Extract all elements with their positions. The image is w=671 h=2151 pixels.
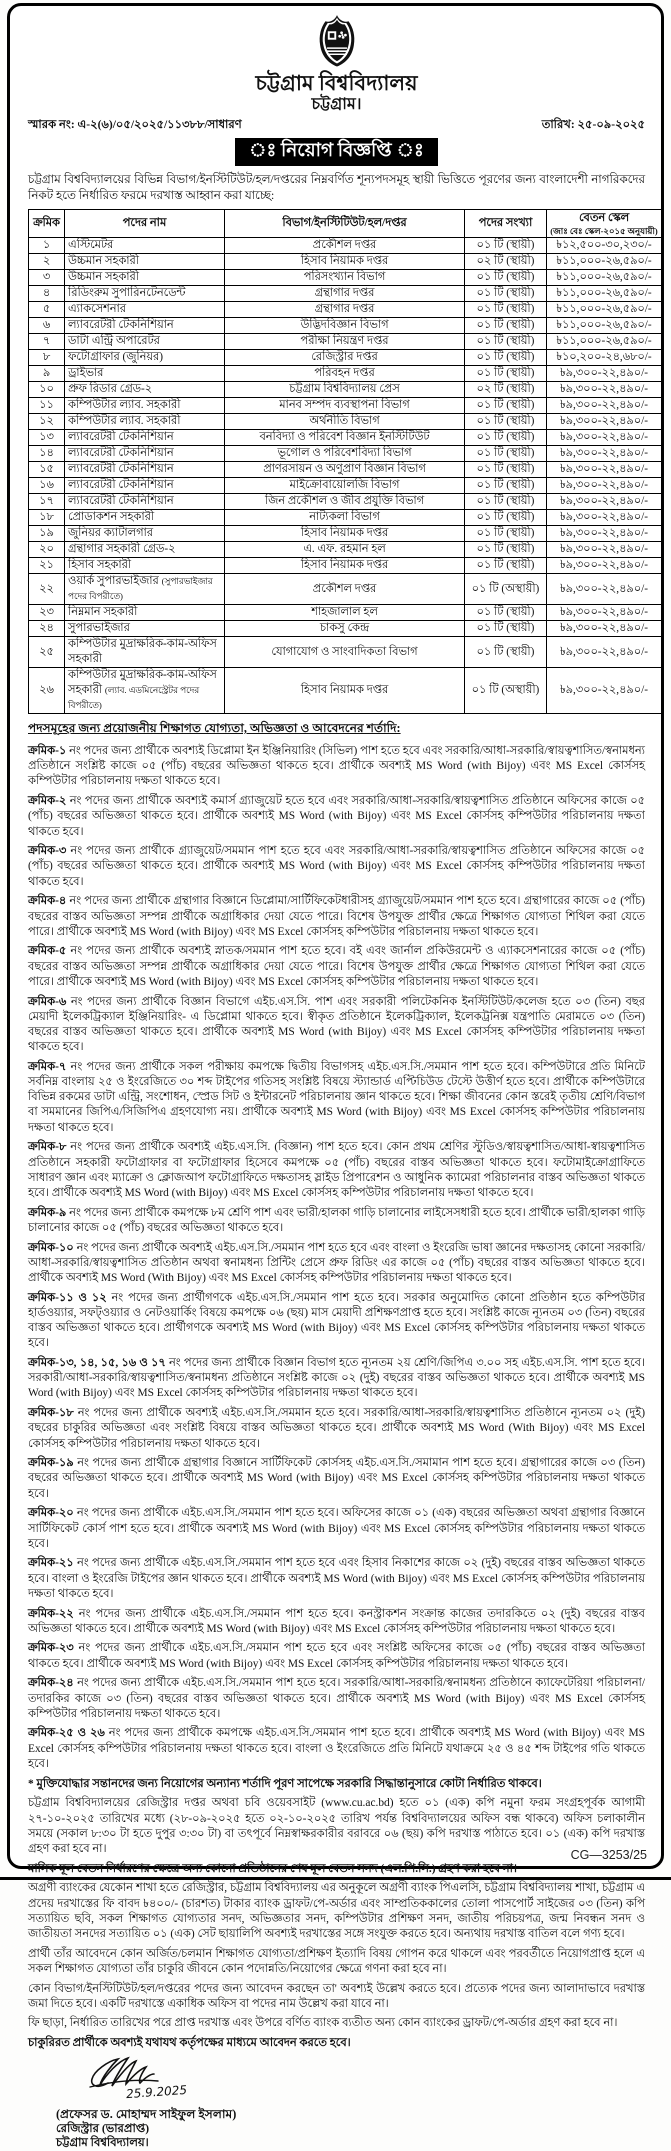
signature-block <box>56 2059 645 2151</box>
requirement-item <box>28 1060 645 1136</box>
university-logo <box>314 14 360 70</box>
position-name-cell <box>65 366 225 382</box>
table-row <box>29 270 662 286</box>
requirement-item <box>28 1676 645 1722</box>
row-serial: ১৮ <box>29 510 65 526</box>
pay-scale: ৳৯,৩০০-২২,৪৯০/- <box>547 558 662 574</box>
pay-scale: ৳৯,৩০০-২২,৪৯০/- <box>547 510 662 526</box>
position-name-cell <box>65 494 225 510</box>
requirements-list <box>28 744 645 1772</box>
positions-table <box>28 209 662 714</box>
requirement-text: নং পদের জন্য প্রার্থীকে কমপক্ষে ৮ম শ্রেণি পাশ এবং ভারী/হালকা গাড়ি চালানোর লাইসেসধারী হতে হবে। প্রার্থীকে ভারী/হালকা গাড়ি চালানোর কাজে ০৫ (পাঁচ) বছরের অভিজ্ঞতা থাকতে হবে। <box>28 1206 645 1234</box>
position-name: সুপারভাইজার <box>68 622 130 634</box>
position-name: ল্যাবরেটরী টেকনিশিয়ান <box>68 319 174 331</box>
position-name-cell <box>65 430 225 446</box>
position-name-cell <box>65 334 225 350</box>
department: জিন প্রকৌশল ও জীব প্রযুক্তি বিভাগ <box>225 494 465 510</box>
requirement-item <box>28 844 645 890</box>
row-serial: ৮ <box>29 350 65 366</box>
requirement-lead: ক্রমিক-৪ <box>28 895 67 908</box>
position-name-cell <box>65 526 225 542</box>
pay-scale: ৳৯,৩০০-২২,৪৯০/- <box>547 526 662 542</box>
requirement-lead: ক্রমিক-১ <box>28 745 67 757</box>
note-text: প্রার্থী তাঁর আবেদনে কোন অর্জিত/চলমান শিক্ষাগত যোগ্যতা/প্রশিক্ষণ ইত্যাদি বিষয় গোপন করে থাকলে এবং পরবর্তীতে নিয়োগপ্রাপ্ত হলে এ সকল শিক্ষাগত যোগ্যতা তাঁর চাকুরি জীবনে কোন পদোন্নতি/নিয়োগের ক্ষেত্রে গণনা করা হবে না। <box>28 1947 645 1975</box>
position-name-cell <box>65 478 225 494</box>
department: এ. এফ. রহমান হল <box>225 542 465 558</box>
requirement-text: নং পদের জন্য প্রার্থীকে কমপক্ষে এইচ.এস.সি./সমমান পাশ হতে হবে। প্রার্থীকে অবশ্যই MS Word (with Bijoy) এবং MS Excel কোর্সসহ কম্পিউটার পরিচালনায় দক্ষতা থাকতে হবে। বাংলা ও ইংরেজিতে প্রতি মিনিটে যথাক্রমে ২৫ ও ৪৫ শব্দ টাইপের গতি থাকতে হবে। <box>28 1727 646 1770</box>
requirement-lead: ক্রমিক-৭ <box>28 1060 67 1073</box>
position-name: উচ্চমান সহকারী <box>68 271 140 283</box>
row-serial: ১৩ <box>29 430 65 446</box>
position-name: এ্যাকসেশনার <box>68 303 126 315</box>
row-serial: ৩ <box>29 270 65 286</box>
requirement-text: নং পদের জন্য প্রার্থীকে সকল পরীক্ষায় কমপক্ষে দ্বিতীয় বিভাগসহ এইচ.এস.সি./সমমান পাশ হতে হবে। কম্পিউটারে প্রতি মিনিটে সর্বনিম্ন বাংলায় ২৫ ও ইংরেজিতে ৩০ শব্দ টাইপের গতিসহ সংশ্লিষ্ট বিষয়ে স্ট্যান্ডার্ড এপ্টিচিউড টেস্টে উত্তীর্ণ হতে হবে। প্রার্থীকে কম্পিউটারে বিভিন্ন রকমের ডাটা এন্ট্রি, সংশোধন, স্প্রেড সিট ও ইন্টারনেট পরিচালনায় জ্ঞান থাকতে হবে। শিক্ষা জীবনের কোন স্তরেই তৃতীয় শ্রেণি/বিভাগ বা সমমানের জিপিএ/সিজিপিএ গ্রহণযোগ্য নয়। প্রার্থীকে অবশ্যই MS Word (with Bijoy) এবং MS Excel কোর্সসহ কম্পিউটার পরিচালনায় দক্ষতা থাকতে হবে। <box>28 1060 645 1134</box>
position-name: হিসাব সহকারী <box>68 559 132 571</box>
department: চাকসু কেন্দ্র <box>225 621 465 637</box>
position-name: উচ্চমান সহকারী <box>68 255 140 267</box>
pay-scale: ৳৯,৩০০-২২,৪৯০/- <box>547 637 662 668</box>
row-serial: ১২ <box>29 414 65 430</box>
position-note: (ল্যাব. এডমিনেস্ট্রেটর পদের বিপরীতে) <box>68 685 200 710</box>
department: পরিসংখ্যান বিভাগ <box>225 270 465 286</box>
position-name: এস্টিমেটর <box>68 239 114 251</box>
note-text: কোন বিভাগ/ইনস্টিটিউট/হল/দপ্তরের পদের জন্য আবেদন করছেন তা' অবশ্যই উল্লেখ করতে হবে। প্রত্যেক পদের জন্য আলাদাভাবে দরখাস্ত জমা দিতে হবে। একটি দরখাস্তে একাধিক অফিস বা পদের নাম উল্লেখ করা যাবে না। <box>28 1982 645 2010</box>
note-text: চট্টগ্রাম বিশ্ববিদ্যালয়ের রেজিস্ট্রার দপ্তর অথবা চবি ওয়েবসাইট (www.cu.ac.bd) হতে ০১ (এক) কপি নমুনা ফরম সংগ্রহপূর্বক আগামী ২৭-১০-২০২৫ তারিখের মধ্যে (২৮-০৯-২০২৫ হতে ০২-১০-২০২৫ তারিখ পর্যন্ত বিশ্ববিদ্যালয়ের অফিস বন্ধ থাকবে) অফিস চলাকালীন সময়ে (সকাল ৮:৩০ টা হতে দুপুর ৩:৩০ টা) বা তৎপূর্বে নিম্নস্বাক্ষরকারীর বরাবরে ০৬ (ছয়) কপি দরখাস্ত পাঠাতে হবে। ০১ (এক) কপি দরখাস্ত গ্রহণ করা হবে না। <box>28 1797 645 1855</box>
position-name: গ্রন্থাগার সহকারী গ্রেড-২ <box>68 543 176 555</box>
pay-scale: ৳১১,০০০-২৬,৫৯০/- <box>547 334 662 350</box>
department: চট্টগ্রাম বিশ্ববিদ্যালয় প্রেস <box>225 382 465 398</box>
department: মানব সম্পদ ব্যবস্থাপনা বিভাগ <box>225 398 465 414</box>
note-item <box>28 1982 645 2012</box>
department: গ্রন্থাগার দপ্তর <box>225 286 465 302</box>
requirements-heading: পদসমূহের জন্য প্রয়োজনীয় শিক্ষাগত যোগ্যতা, অভিজ্ঞতা ও আবেদনের শর্তাদি: <box>28 721 401 735</box>
department: রেজিস্ট্রার দপ্তর <box>225 350 465 366</box>
requirement-lead: ক্রমিক-২৫ ও ২৬ <box>28 1727 105 1740</box>
row-serial: ৭ <box>29 334 65 350</box>
requirement-item <box>28 744 645 790</box>
pay-scale: ৳৯,৩০০-২২,৪৯০/- <box>547 446 662 462</box>
pay-scale: ৳১১,০০০-২৬,৫৯০/- <box>547 318 662 334</box>
requirement-text: নং পদের জন্য প্রার্থীকে বিজ্ঞান বিভাগে এইচ.এস.সি. পাশ এবং সরকারী পলিটেকনিক ইনস্টিটিউট/কলেজ হতে ০৩ (তিন) বছর মেয়াদী ইলেকট্রিক্যাল ইঞ্জিনিয়ারিং- এ ডিপ্লোমা থাকতে হবে। স্বীকৃত প্রতিষ্ঠানে ইলেকট্রিক্যাল, ইলেকট্রনিক্স যন্ত্রপাতি মেরামতে ০৩ (তিন) বছরের বাস্তব অভিজ্ঞতা থাকতে হবে। প্রার্থীকে অবশ্যই MS Word (with Bijoy) এবং MS Excel কোর্সসহ কম্পিউটার পরিচালনায় দক্ষতা থাকতে হবে। <box>28 995 645 1054</box>
pay-scale: ৳৯,৩০০-২২,৪৯০/- <box>547 366 662 382</box>
position-name-cell <box>65 414 225 430</box>
requirement-lead: ক্রমিক-২২ <box>28 1607 74 1620</box>
vacancy-count: ০১ টি (স্থায়ী) <box>465 621 547 637</box>
position-name-cell <box>65 318 225 334</box>
requirement-lead: ক্রমিক-১৯ <box>28 1457 74 1470</box>
position-name-cell <box>65 270 225 286</box>
position-name: ল্যাবরেটরী টেকনিশিয়ান <box>68 431 174 443</box>
requirement-item <box>28 1607 645 1637</box>
table-row <box>29 668 662 714</box>
requirement-lead: ক্রমিক-২০ <box>28 1507 74 1520</box>
row-serial: ২৪ <box>29 621 65 637</box>
requirement-lead: ক্রমিক-৩ <box>28 845 67 858</box>
table-row <box>29 414 662 430</box>
row-serial: ২৬ <box>29 668 65 714</box>
note-text: চাকুরিরত প্রার্থীকে অবশ্যই যথাযথ কর্তৃপক্ষের মাধ্যমে আবেদন করতে হবে। <box>28 2037 351 2050</box>
press-reference: CG—3253/25 <box>570 1848 647 1862</box>
requirement-text: নং পদের জন্য প্রার্থীকে অবশ্যই কমার্স গ্র্যাজুয়েট হতে হবে এবং সরকারি/আধা-সরকারি/স্বায়ত্বশাসিত প্রতিষ্ঠানে অফিসের কাজে ০৫ (পাঁচ) বছরের অভিজ্ঞতা থাকতে হবে। প্রার্থীকে অবশ্যই MS Word (with Bijoy) এবং MS Excel কোর্সসহ কম্পিউটার পরিচালনায় দক্ষতা থাকতে হবে। <box>28 795 645 838</box>
vacancy-count: ০১ টি (স্থায়ী) <box>465 446 547 462</box>
signature-date: 25.9.2025 <box>125 2083 188 2102</box>
vacancy-count: ০১ টি (স্থায়ী) <box>465 398 547 414</box>
position-name-cell <box>65 302 225 318</box>
note-item <box>28 1777 645 1792</box>
position-name-cell <box>65 382 225 398</box>
pay-scale: ৳৯,৩০০-২২,৪৯০/- <box>547 462 662 478</box>
department: হিসাব নিয়ামক দপ্তর <box>225 526 465 542</box>
row-serial: ১১ <box>29 398 65 414</box>
vacancy-count: ০১ টি (স্থায়ী) <box>465 270 547 286</box>
table-row <box>29 238 662 254</box>
table-row <box>29 621 662 637</box>
position-name: কম্পিউটার মুদ্রাক্ষরিক-কাম-অফিস সহকারী <box>68 669 217 696</box>
vacancy-count: ০১ টি (স্থায়ী) <box>465 238 547 254</box>
requirement-lead: ক্রমিক-২৩ <box>28 1642 74 1655</box>
vacancy-count: ০১ টি (স্থায়ী) <box>465 462 547 478</box>
table-row <box>29 382 662 398</box>
position-name-cell <box>65 398 225 414</box>
vacancy-count: ০২ টি (স্থায়ী) <box>465 382 547 398</box>
department: পরিবহন দপ্তর <box>225 366 465 382</box>
vacancy-count: ০১ টি (স্থায়ী) <box>465 605 547 621</box>
pay-scale: ৳৯,৩০০-২২,৪৯০/- <box>547 430 662 446</box>
position-name: ল্যাবরেটরী টেকনিশিয়ান <box>68 463 174 475</box>
department: উদ্ভিদবিজ্ঞান বিভাগ <box>225 318 465 334</box>
intro-paragraph: চট্টগ্রাম বিশ্ববিদ্যালয়ের বিভিন্ন বিভাগ/ইনস্টিটিউট/হল/দপ্তরের নিম্নবর্ণিত শূন্যপদসমূহ স্থায়ী ভিত্তিতে পূরণের জন্য বাংলাদেশী নাগরিকদের নিকট হতে নির্ধারিত ফরমে দরখাস্ত আহ্বান করা যাচ্ছে: <box>28 172 645 202</box>
position-name-cell <box>65 668 225 714</box>
department: ভূগোল ও পরিবেশবিদ্যা বিভাগ <box>225 446 465 462</box>
pay-scale: ৳১১,০০০-২৬,৫৯০/- <box>547 302 662 318</box>
pay-scale: ৳৯,৩০০-২২,৪৯০/- <box>547 605 662 621</box>
vacancy-count: ০১ টি (স্থায়ী) <box>465 414 547 430</box>
requirement-item <box>28 1140 645 1201</box>
requirement-text: নং পদের জন্য প্রার্থীগণকে এইচ.এস.সি./সমমান পাশ হতে হবে। সরকার অনুমোদিত কোনো প্রতিষ্ঠান হতে কম্পিউটার হার্ডওয়্যার, সফট্‌ওয়্যার ও নেটওয়ার্কিং বিষয়ে কমপক্ষে ০৬ (ছয়) মাস মেয়াদী প্রশিক্ষণপ্রাপ্ত হতে হবে। সংশ্লিষ্ট কাজে ন্যূনতম ০৩ (তিন) বছরের বাস্তব অভিজ্ঞতা থাকতে হবে। প্রার্থীগণকে অবশ্যই MS Word (with Bijoy) এবং MS Excel কোর্সসহ কম্পিউটার পরিচালনায় দক্ষতা থাকতে হবে। <box>28 1291 645 1350</box>
table-row <box>29 334 662 350</box>
vacancy-count: ০১ টি (স্থায়ী) <box>465 637 547 668</box>
requirement-lead: ক্রমিক-১১ ও ১২ <box>28 1291 107 1304</box>
table-row <box>29 366 662 382</box>
requirement-text: নং পদের জন্য প্রার্থীকে গ্রন্থাগার বিজ্ঞানে ডিপ্লোমা/সার্টিফিকেটধারীসহ গ্র্যাজুয়েট/সমমান পাশ হতে হবে। গ্রন্থাগারের কাজে ০৫ (পাঁচ) বছরের বাস্তব অভিজ্ঞতা সম্পন্ন প্রার্থীকে অগ্রাধিকার দেয়া যেতে পারে। বিশেষ উপযুক্ত প্রার্থীর ক্ষেত্রে শিক্ষাগত যোগ্যতা শিথিল করা যেতে পারে। প্রার্থীকে অবশ্যই MS Word (with Bijoy) এবং MS Excel কোর্সসহ কম্পিউটার পরিচালনায় দক্ষতা থাকতে হবে। <box>28 895 645 938</box>
requirement-text: নং পদের জন্য প্রার্থীকে গ্রন্থাগার বিজ্ঞানে সার্টিফিকেট কোর্সসহ এইচ.এস.সি./সমামান পাশ হতে হবে। গ্রন্থাগারের কাজে ০৩ (তিন) বছরের অভিজ্ঞতা থাকতে হবে। প্রার্থীকে অবশ্যই MS Word (with Bijoy) এবং MS Excel কোর্সসহ কম্পিউটার পরিচালনায় দক্ষতা থাকতে হবে। <box>28 1457 645 1500</box>
position-name-cell <box>65 621 225 637</box>
table-row <box>29 605 662 621</box>
chittagong-university-emblem-icon <box>314 14 360 70</box>
pay-scale-header-main: বেতন স্কেল <box>578 212 630 224</box>
notice-sheet <box>7 3 664 2150</box>
requirement-item <box>28 894 645 940</box>
requirement-item <box>28 1406 645 1452</box>
column-header-count: পদের সংখ্যা <box>465 210 547 238</box>
table-header-row <box>29 210 662 238</box>
memo-number: স্মারক নং: এ-২(৬)/০৫/২০২৫/১১৩৮৮/সাধারণ <box>28 119 242 131</box>
note-text: অগ্রণী ব্যাংকের যেকোন শাখা হতে রেজিস্ট্রার, চট্টগ্রাম বিশ্ববিদ্যালয় এর অনুকূলে অগ্রণী ব্যাংক পিএলসি, চট্টগ্রাম বিশ্ববিদ্যালয় শাখা, চট্টগ্রাম এ প্রদেয় দরখাস্তের ফি বাবদ ৳৪০০/- (চারশত) টাকার ব্যাংক ড্রাফট/পে-অর্ডার এবং সাম্প্রতিককালের তোলা পাসপোর্ট সাইজের ০৩ (তিন) কপি সত্যায়িত ছবি, সকল শিক্ষাগত যোগ্যতার সনদ, অভিজ্ঞতার সনদ, কম্পিউটার প্রশিক্ষণ সনদ, জাতীয় পরিচয়পত্র, জন্ম নিবন্ধন সনদ ও জাতীয়তা সনদের সত্যায়িত ০১ (এক) সেট ছায়ালিপি অবশ্যই দরখাস্তের সঙ্গে সংযুক্ত করতে হবে। অন্যথায় দরখাস্ত বাতিল বলে গণ্য হবে। <box>28 1882 645 1940</box>
requirement-item <box>28 1456 645 1502</box>
notice-title-badge: ঃ নিয়োগ বিজ্ঞপ্তি ঃ <box>235 138 438 166</box>
requirement-text: নং পদের জন্য প্রার্থীকে অবশ্যই স্নাতক/সমমান পাশ হতে হবে। বই এবং জার্নাল প্রকিউরমেন্ট ও এ্যাকসেশনারের কাজে ০৫ (পাঁচ) বছরের বাস্তব অভিজ্ঞতা সম্পন্ন প্রার্থীকে অগ্রাধিকার দেয়া যেতে পারে। বিশেষ উপযুক্ত প্রার্থীর ক্ষেত্রে শিক্ষাগত যোগ্যতা শিথিল করা যেতে পারে। প্রার্থীকে অবশ্যই MS Word (with Bijoy) এবং MS Excel কোর্সসহ কম্পিউটার পরিচালনায় দক্ষতা থাকতে হবে। <box>28 945 645 988</box>
position-name: জুনিয়র ক্যাটালগার <box>68 527 153 539</box>
table-row <box>29 398 662 414</box>
row-serial: ৯ <box>29 366 65 382</box>
position-name-cell <box>65 558 225 574</box>
table-row <box>29 286 662 302</box>
department: প্রাণরসায়ন ও অণুপ্রাণ বিজ্ঞান বিভাগ <box>225 462 465 478</box>
position-name-cell <box>65 238 225 254</box>
row-serial: ১০ <box>29 382 65 398</box>
table-row <box>29 526 662 542</box>
note-text: * মুক্তিযোদ্ধার সন্তানদের জন্য নিয়োগের অন্যান্য শর্তাদি পূরণ সাপেক্ষে সরকারি সিদ্ধান্তানুসারে কোটা নির্ধারিত থাকবে। <box>28 1777 542 1790</box>
requirement-lead: ক্রমিক-৮ <box>28 1141 67 1154</box>
note-item <box>28 1796 645 1857</box>
requirement-item <box>28 794 645 840</box>
vacancy-count: ০১ টি (স্থায়ী) <box>465 334 547 350</box>
position-name-cell <box>65 510 225 526</box>
requirement-item <box>28 1241 645 1287</box>
requirement-lead: ক্রমিক-১০ <box>28 1241 74 1254</box>
position-name: ল্যাবরেটরী টেকনিশিয়ান <box>68 447 174 459</box>
vacancy-count: ০১ টি (স্থায়ী) <box>465 286 547 302</box>
department: বনবিদ্যা ও পরিবেশ বিজ্ঞান ইনস্টিটিউট <box>225 430 465 446</box>
position-name: কম্পিউটার ল্যাব. সহকারী <box>68 415 181 427</box>
department: মাইক্রোবায়োলজি বিভাগ <box>225 478 465 494</box>
vacancy-count: ০১ টি (স্থায়ী) <box>465 478 547 494</box>
vacancy-count: ০১ টি (স্থায়ী) <box>465 526 547 542</box>
table-row <box>29 446 662 462</box>
position-note: (সুপারভাইজার পদের বিপরীতে) <box>68 576 213 601</box>
requirement-text: নং পদের জন্য প্রার্থীকে বিজ্ঞান বিভাগ হতে ন্যূনতম ২য় শ্রেণি/জিপিএ ৩.০০ সহ এইচ.এস.সি. পাশ হতে হবে। সরকারী/আধা-সরকারি/স্বায়ত্বশাসিত/স্বনামধন্য প্রতিষ্ঠানে সংশ্লিষ্ট কাজে ০২ (দুই) বছরের বাস্তব অভিজ্ঞতা থাকতে হবে। প্রার্থীকে অবশ্যই MS Word (with Bijoy) এবং MS Excel কোর্সসহ কম্পিউটার পরিচালনায় দক্ষতা থাকতে হবে। <box>28 1357 645 1400</box>
requirement-lead: ক্রমিক-৫ <box>28 945 67 958</box>
requirement-text: নং পদের জন্য প্রার্থীকে গ্র্যাজুয়েট/সমমান পাশ হতে হবে এবং সরকারি/আধা-সরকারি/স্বায়ত্বশাসিত প্রতিষ্ঠানে অফিসের কাজে ০৫ (পাঁচ) বছরের অভিজ্ঞতা থাকতে হবে। প্রার্থীকে অবশ্যই MS Word (with Bijoy) এবং MS Excel কোর্সসহ কম্পিউটার পরিচালনায় দক্ষতা থাকতে হবে। <box>28 845 645 888</box>
table-row <box>29 254 662 270</box>
department: শাহজালাল হল <box>225 605 465 621</box>
table-row <box>29 430 662 446</box>
requirement-item <box>28 1726 645 1772</box>
position-name: প্রুফ রিডার গ্রেড-২ <box>68 383 153 395</box>
row-serial: ৫ <box>29 302 65 318</box>
vacancy-count: ০১ টি (স্থায়ী) <box>465 366 547 382</box>
position-name-cell <box>65 350 225 366</box>
department: পরীক্ষা নিয়ন্ত্রণ দপ্তর <box>225 334 465 350</box>
requirement-text: নং পদের জন্য প্রার্থীকে এইচ.এস.সি./সমমান পাশ হতে হবে এবং হিসাব নিকাশের কাজে ০২ (দুই) বছরের বাস্তব অভিজ্ঞতা থাকতে হবে। বাংলা ও ইংরেজি টাইপের জ্ঞান থাকতে হবে। প্রার্থীকে অবশ্যই MS Word (with Bijoy) এবং MS Excel কোর্সসহ কম্পিউটার পরিচালনায় দক্ষতা থাকতে হবে। <box>28 1557 645 1600</box>
row-serial: ২৫ <box>29 637 65 668</box>
row-serial: ১৫ <box>29 462 65 478</box>
pay-scale: ৳৯,৩০০-২২,৪৯০/- <box>547 542 662 558</box>
pay-scale: ৳৯,৩০০-২২,৪৯০/- <box>547 398 662 414</box>
position-name-cell <box>65 574 225 605</box>
requirement-item <box>28 1556 645 1602</box>
notes-list <box>28 1777 645 2052</box>
column-header-serial: ক্রমিক <box>29 210 65 238</box>
table-row <box>29 510 662 526</box>
position-name: ডাটা এন্ট্রি অপারেটর <box>68 335 160 347</box>
table-row <box>29 478 662 494</box>
note-item <box>28 2036 645 2051</box>
signatory-title: রেজিস্ট্রার (ভারপ্রাপ্ত) <box>56 2123 150 2136</box>
pay-scale: ৳১১,০০০-২৬,৫৯০/- <box>547 286 662 302</box>
note-item <box>28 1862 645 1877</box>
vacancy-count: ০২ টি (স্থায়ী) <box>465 254 547 270</box>
pay-scale: ৳৯,৩০০-২২,৪৯০/- <box>547 621 662 637</box>
department: হিসাব নিয়ামক দপ্তর <box>225 254 465 270</box>
requirement-item <box>28 944 645 990</box>
pay-scale: ৳৯,৩০০-২২,৪৯০/- <box>547 668 662 714</box>
department: যোগাযোগ ও সাংবাদিকতা বিভাগ <box>225 637 465 668</box>
signatory-org: চট্টগ্রাম বিশ্ববিদ্যালয়। <box>56 2137 149 2150</box>
table-row <box>29 558 662 574</box>
position-name: ফটোগ্রাফার (জুনিয়র) <box>68 351 164 363</box>
pay-scale: ৳১১,০০০-২৬,৫৯০/- <box>547 270 662 286</box>
requirement-lead: ক্রমিক-১৮ <box>28 1407 74 1420</box>
note-item <box>28 1881 645 1942</box>
vacancy-count: ০১ টি (অস্থায়ী) <box>465 574 547 605</box>
pay-scale: ৳৯,৩০০-২২,৪৯০/- <box>547 494 662 510</box>
requirement-item <box>28 1506 645 1552</box>
requirement-item <box>28 1641 645 1671</box>
table-row <box>29 350 662 366</box>
row-serial: ২ <box>29 254 65 270</box>
pay-scale: ৳১০,২০০-২৪,৬৮০/- <box>547 350 662 366</box>
column-header-position: পদের নাম <box>65 210 225 238</box>
department: গ্রন্থাগার দপ্তর <box>225 302 465 318</box>
table-row <box>29 318 662 334</box>
row-serial: ১৪ <box>29 446 65 462</box>
position-name-cell <box>65 637 225 668</box>
column-header-pay-scale <box>547 210 662 238</box>
department: প্রকৌশল দপ্তর <box>225 238 465 254</box>
position-name-cell <box>65 462 225 478</box>
row-serial: ১৬ <box>29 478 65 494</box>
column-header-department: বিভাগ/ইনস্টিটিউট/হল/দপ্তর <box>225 210 465 238</box>
pay-scale-header-sub: (জাঃ বেঃ স্কেল-২০১৫ অনুযায়ী) <box>550 226 658 236</box>
table-row <box>29 494 662 510</box>
vacancy-count: ০১ টি (স্থায়ী) <box>465 510 547 526</box>
row-serial: ২১ <box>29 558 65 574</box>
department: প্রকৌশল দপ্তর <box>225 574 465 605</box>
pay-scale: ৳১১,০০০-২৬,৫৯০/- <box>547 254 662 270</box>
row-serial: ২৩ <box>29 605 65 621</box>
department: অর্থনীতি বিভাগ <box>225 414 465 430</box>
row-serial: ১৯ <box>29 526 65 542</box>
row-serial: ২২ <box>29 574 65 605</box>
position-name-cell <box>65 605 225 621</box>
pay-scale: ৳১২,৫০০-৩০,২৩০/- <box>547 238 662 254</box>
department: হিসাব নিয়ামক দপ্তর <box>225 668 465 714</box>
university-city: চট্টগ্রাম। <box>311 96 362 113</box>
requirement-item <box>28 1291 645 1352</box>
requirement-text: নং পদের জন্য প্রার্থীকে অবশ্যই এইচ.এস.সি./সমমান হতে হবে। সরকারি/আধা-সরকারি/স্বায়ত্বশাসিত প্রতিষ্ঠানে ন্যূনতম ০২ (দুই) বছরের চাকুরির অভিজ্ঞতা এবং সংশ্লিষ্ট বিষয়ে বাস্তব অভিজ্ঞতা থাকতে হবে। প্রার্থীকে অবশ্যই MS Word (With Bijoy) এবং MS Excel কোর্সসহ কম্পিউটার পরিচালনায় দক্ষতা থাকতে হবে। <box>28 1407 645 1450</box>
position-name-cell <box>65 542 225 558</box>
requirement-lead: ক্রমিক-৯ <box>28 1206 67 1219</box>
position-name-cell <box>65 254 225 270</box>
notice-date: তারিখ: ২৫-০৯-২০২৫ <box>541 119 645 131</box>
requirement-item <box>28 1206 645 1236</box>
vacancy-count: ০১ টি (অস্থায়ী) <box>465 668 547 714</box>
vacancy-count: ০১ টি (স্থায়ী) <box>465 302 547 318</box>
row-serial: ২০ <box>29 542 65 558</box>
signatory-name: (প্রফেসর ড. মোহাম্মদ সাইফুল ইসলাম) <box>56 2107 237 2122</box>
requirement-text: নং পদের জন্য প্রার্থীকে অবশ্যই এইচ.এস.সি. (বিজ্ঞান) পাশ হতে হবে। কোন প্রথম শ্রেণির স্টুডিও/স্বায়ত্বশাসিত/আধা-স্বায়ত্বশাসিত প্রতিষ্ঠানে সহকারী ফটোগ্রাফার বা ফটোগ্রাফার হিসেবে কমপক্ষে ০৫ (পাঁচ) বছরের বাস্তব অভিজ্ঞতা থাকতে হবে। ফটোমাইক্রোগ্রাফিতে সাধারণ জ্ঞান এবং ম্যাক্রো ও ক্লোজআপ ফটোগ্রাফিতে দক্ষতাসহ স্লাইড প্রিপারেশন ও আধুনিক ক্যামেরা পরিচালনার বাস্তব অভিজ্ঞতা থাকতে হবে। প্রার্থীকে অবশ্যই MS Word (with Bijoy) এবং MS Excel কোর্সসহ কম্পিউটার পরিচালনায় দক্ষতা থাকতে হবে। <box>28 1141 645 1199</box>
department: নাট্যকলা বিভাগ <box>225 510 465 526</box>
position-name: রিডিংরুম সুপারিনটেনডেন্ট <box>68 287 186 299</box>
vacancy-count: ০১ টি (স্থায়ী) <box>465 350 547 366</box>
position-name: ল্যাবরেটরী টেকনিশিয়ান <box>68 479 174 491</box>
requirement-lead: ক্রমিক-২ <box>28 795 67 808</box>
row-serial: ৪ <box>29 286 65 302</box>
row-serial: ১৭ <box>29 494 65 510</box>
note-text: মাসিক মূল বেতন নির্ধারণের ক্ষেত্রে অন্য কোনো প্রতিষ্ঠানের শেষ মূল বেতন সনদ (এল.পি.সি.) গ্রহণ করা হবে না। <box>28 1862 517 1875</box>
pay-scale: ৳৯,৩০০-২২,৪৯০/- <box>547 478 662 494</box>
table-row <box>29 574 662 605</box>
department: হিসাব নিয়ামক দপ্তর <box>225 558 465 574</box>
requirement-text: নং পদের জন্য প্রার্থীকে এইচ.এস.সি./সমমান পাশ হতে হবে। সরকারি/আধা-সরকারি/স্বনামধন্য প্রতিষ্ঠানে ক্যাফেটেরিয়া পরিচালনা/তদারকির কাজে ০৩ (তিন) বছরের বাস্তব অভিজ্ঞতা থাকতে হবে। প্রার্থীকে অবশ্যই MS Word (with Bijoy) এবং MS Excel কোর্সসহ কম্পিউটার পরিচালনায় দক্ষতা থাকতে হবে। <box>28 1677 645 1720</box>
note-text: ফি ছাড়া, নির্ধারিত তারিখের পরে প্রাপ্ত দরখাস্ত এবং উপরে বর্ণিত ব্যাংক ব্যতীত অন্য কোন ব্যাংকের ড্রাফট/পে-অর্ডার গ্রহণ করা হবে না। <box>28 2017 618 2030</box>
position-name: কম্পিউটার ল্যাব. সহকারী <box>68 399 181 411</box>
position-name: প্রোডাকশন সহকারী <box>68 511 155 523</box>
university-name: চট্টগ্রাম বিশ্ববিদ্যালয় <box>255 71 418 95</box>
table-row <box>29 542 662 558</box>
requirement-text: নং পদের জন্য প্রার্থীকে অবশ্যই এইচ.এস.সি./সমমান পাশ হতে হবে এবং বাংলা ও ইংরেজি ভাষা জ্ঞানের দক্ষতাসহ কোনো সরকারি/আধা-সরকারি/স্বায়ত্বশাসিত প্রতিষ্ঠান অথবা স্বনামধন্য প্রিন্টিং প্রেসে প্রুফ রিডিং এর কাজে ০৫ (পাঁচ) বছরের বাস্তব অভিজ্ঞতা থাকতে হবে। প্রার্থীকে অবশ্যই MS Word (With Bijoy) এবং MS Excel কোর্সসহ কম্পিউটার পরিচালনায় দক্ষতা থাকতে হবে। <box>28 1241 645 1284</box>
table-row <box>29 302 662 318</box>
scan-edge <box>0 1877 671 1880</box>
requirement-text: নং পদের জন্য প্রার্থীকে এইচ.এস.সি./সমমান পাশ হতে হবে এবং সংশ্লিষ্ট অফিসের কাজে ০৫ (পাঁচ) বছরের বাস্তব অভিজ্ঞতা থাকতে হবে। প্রার্থীকে অবশ্যই MS Word (with Bijoy) এবং MS Excel কোর্সসহ কম্পিউটার পরিচালনায় দক্ষতা থাকতে হবে। <box>28 1642 645 1670</box>
row-serial: ১ <box>29 238 65 254</box>
pay-scale: ৳৯,৩০০-২২,৪৯০/- <box>547 574 662 605</box>
row-serial: ৬ <box>29 318 65 334</box>
vacancy-count: ০১ টি (স্থায়ী) <box>465 430 547 446</box>
vacancy-count: ০১ টি (স্থায়ী) <box>465 318 547 334</box>
requirement-text: নং পদের জন্য প্রার্থীকে অবশ্যই ডিপ্লোমা ইন ইঞ্জিনিয়ারিং (সিভিল) পাশ হতে হবে এবং সরকারি/আধা-সরকারি/স্বায়ত্বশাসিত/স্বনামধন্য প্রতিষ্ঠানে সংশ্লিষ্ট কাজে ০৫ (পাঁচ) বছরের অভিজ্ঞতা থাকতে হবে। প্রার্থীকে অবশ্যই MS Word (with Bijoy) এবং MS Excel কোর্সসহ কম্পিউটার পরিচালনায় দক্ষতা থাকতে হবে। <box>28 745 645 788</box>
requirement-lead: ক্রমিক-২১ <box>28 1557 74 1570</box>
vacancy-count: ০১ টি (স্থায়ী) <box>465 558 547 574</box>
position-name-cell <box>65 286 225 302</box>
requirement-lead: ক্রমিক-২৪ <box>28 1677 74 1690</box>
requirement-item <box>28 1356 645 1402</box>
position-name: নিম্নমান সহকারী <box>68 606 138 618</box>
position-name-cell <box>65 446 225 462</box>
requirement-item <box>28 995 645 1056</box>
position-name: ড্রাইভার <box>68 367 104 379</box>
position-name: ওয়ার্ক সুপারভাইজার <box>68 575 159 587</box>
pay-scale: ৳৯,৩০০-২২,৪৯০/- <box>547 414 662 430</box>
requirement-text: নং পদের জন্য প্রার্থীকে এইচ.এস.সি./সমমান পাশ হতে হবে। অফিসের কাজে ০১ (এক) বছরের অভিজ্ঞতা অথবা গ্রন্থাগার বিজ্ঞানে সার্টিফিকেট কোর্স পাশ হতে হবে। প্রার্থীকে অবশ্যই MS Word (with Bijoy) এবং MS Excel কোর্সসহ কম্পিউটার পরিচালনায় দক্ষতা থাকতে হবে। <box>28 1507 645 1550</box>
note-item <box>28 2016 645 2031</box>
position-name: ল্যাবরেটরী টেকনিশিয়ান <box>68 495 174 507</box>
requirement-text: নং পদের জন্য প্রার্থীকে এইচ.এস.সি./সমমান পাশ হতে হবে। কনস্ট্রাকশন সংক্রান্ত কাজের তদারকিতে ০২ (দুই) বছরের বাস্তব অভিজ্ঞতা থাকতে হবে। প্রার্থীকে অবশ্যই MS Word (with Bijoy) এবং MS Excel কোর্সসহ কম্পিউটার পরিচালনায় দক্ষতা থাকতে হবে। <box>28 1607 645 1635</box>
requirement-lead: ক্রমিক-১৩, ১৪, ১৫, ১৬ ও ১৭ <box>28 1357 166 1370</box>
note-item <box>28 1947 645 1977</box>
vacancy-count: ০১ টি (স্থায়ী) <box>465 494 547 510</box>
notice-header <box>28 14 645 166</box>
table-row <box>29 637 662 668</box>
vacancy-count: ০১ টি (স্থায়ী) <box>465 542 547 558</box>
pay-scale: ৳৯,৩০০-২২,৪৯০/- <box>547 382 662 398</box>
table-row <box>29 462 662 478</box>
position-name: কম্পিউটার মুদ্রাক্ষরিক-কাম-অফিস সহকারী <box>68 638 217 665</box>
requirement-lead: ক্রমিক-৬ <box>28 995 67 1008</box>
